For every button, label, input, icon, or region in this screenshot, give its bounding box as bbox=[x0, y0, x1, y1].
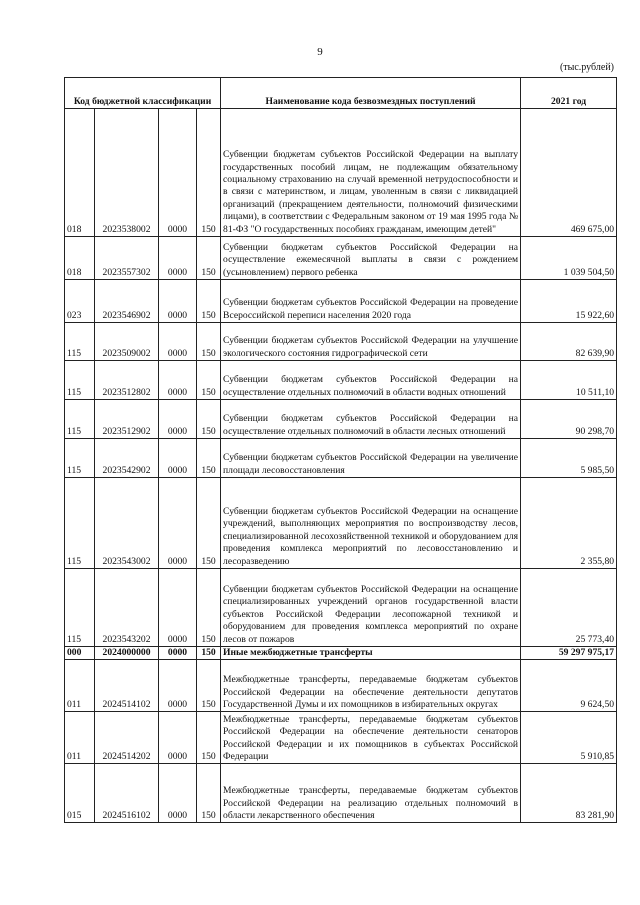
table-row bbox=[65, 764, 617, 823]
amount-2021: 82 639,90 bbox=[521, 323, 617, 361]
admin-code: 023 bbox=[65, 280, 95, 323]
amount-2021: 15 922,60 bbox=[521, 280, 617, 323]
page-number: 9 bbox=[317, 46, 323, 58]
revenue-name: Субвенции бюджетам субъектов Российской Федерации на улучшение экологического состояния гидрографической сети bbox=[221, 323, 521, 361]
revenue-name: Субвенции бюджетам субъектов Российской Федерации на осуществление отдельных полномочий в области лесных отношений bbox=[221, 400, 521, 439]
kind-code: 150 bbox=[197, 764, 221, 823]
admin-code: 115 bbox=[65, 439, 95, 478]
table-row bbox=[65, 109, 617, 237]
admin-code: 115 bbox=[65, 569, 95, 647]
classification-code: 2023542902 bbox=[95, 439, 159, 478]
table-row bbox=[65, 237, 617, 280]
header-code: Код бюджетной классификации bbox=[65, 78, 221, 109]
kind-code: 150 bbox=[197, 109, 221, 237]
amount-2021: 5 985,50 bbox=[521, 439, 617, 478]
classification-code: 2024000000 bbox=[95, 647, 159, 660]
table-row-total bbox=[65, 647, 617, 660]
table-row bbox=[65, 569, 617, 647]
kind-code: 150 bbox=[197, 361, 221, 400]
table-row bbox=[65, 712, 617, 764]
kind-code: 150 bbox=[197, 569, 221, 647]
amount-2021: 25 773,40 bbox=[521, 569, 617, 647]
kind-code: 150 bbox=[197, 323, 221, 361]
classification-code: 2023546902 bbox=[95, 280, 159, 323]
program-code: 0000 bbox=[159, 478, 197, 569]
classification-code: 2024516102 bbox=[95, 764, 159, 823]
classification-code: 2023543002 bbox=[95, 478, 159, 569]
classification-code: 2024514102 bbox=[95, 660, 159, 712]
amount-2021: 9 624,50 bbox=[521, 660, 617, 712]
revenue-name: Межбюджетные трансферты, передаваемые бюджетам субъектов Российской Федерации на обеспечение деятельности сенаторов Российской Федерации и их помощников в субъектах Российской Федерации bbox=[221, 712, 521, 764]
kind-code: 150 bbox=[197, 647, 221, 660]
budget-table bbox=[64, 77, 617, 823]
units-label: (тыс.рублей) bbox=[559, 62, 614, 73]
kind-code: 150 bbox=[197, 712, 221, 764]
classification-code: 2023509002 bbox=[95, 323, 159, 361]
admin-code: 011 bbox=[65, 712, 95, 764]
revenue-name: Субвенции бюджетам субъектов Российской Федерации на оснащение специализированных учреждений органов государственной власти субъектов Российской Федерации лесопожарной техникой и оборудованием для проведения комплекса мероприятий по охране лесов от пожаров bbox=[221, 569, 521, 647]
program-code: 0000 bbox=[159, 647, 197, 660]
classification-code: 2023557302 bbox=[95, 237, 159, 280]
program-code: 0000 bbox=[159, 109, 197, 237]
table-row bbox=[65, 323, 617, 361]
table-row bbox=[65, 478, 617, 569]
revenue-name: Субвенции бюджетам субъектов Российской Федерации на осуществление ежемесячной выплаты в связи с рождением (усыновлением) первого ребенка bbox=[221, 237, 521, 280]
header-year: 2021 год bbox=[521, 78, 617, 109]
amount-2021: 469 675,00 bbox=[521, 109, 617, 237]
amount-2021: 90 298,70 bbox=[521, 400, 617, 439]
program-code: 0000 bbox=[159, 764, 197, 823]
kind-code: 150 bbox=[197, 400, 221, 439]
program-code: 0000 bbox=[159, 323, 197, 361]
amount-2021: 2 355,80 bbox=[521, 478, 617, 569]
classification-code: 2023512902 bbox=[95, 400, 159, 439]
program-code: 0000 bbox=[159, 712, 197, 764]
admin-code: 015 bbox=[65, 764, 95, 823]
program-code: 0000 bbox=[159, 569, 197, 647]
program-code: 0000 bbox=[159, 361, 197, 400]
kind-code: 150 bbox=[197, 478, 221, 569]
kind-code: 150 bbox=[197, 237, 221, 280]
table-row bbox=[65, 361, 617, 400]
amount-2021: 5 910,85 bbox=[521, 712, 617, 764]
program-code: 0000 bbox=[159, 280, 197, 323]
amount-2021: 10 511,10 bbox=[521, 361, 617, 400]
kind-code: 150 bbox=[197, 439, 221, 478]
kind-code: 150 bbox=[197, 660, 221, 712]
amount-2021: 83 281,90 bbox=[521, 764, 617, 823]
admin-code: 000 bbox=[65, 647, 95, 660]
revenue-name: Межбюджетные трансферты, передаваемые бюджетам субъектов Российской Федерации на обеспечение деятельности депутатов Государственной Думы и их помощников в избирательных округах bbox=[221, 660, 521, 712]
classification-code: 2024514202 bbox=[95, 712, 159, 764]
revenue-name: Субвенции бюджетам субъектов Российской Федерации на оснащение учреждений, выполняющих мероприятия по воспроизводству лесов, специализированной лесохозяйственной техникой и оборудованием для проведения комплекса мероприятий по лесовосстановлению и лесоразведению bbox=[221, 478, 521, 569]
table-body bbox=[65, 109, 617, 823]
revenue-name: Иные межбюджетные трансферты bbox=[221, 647, 521, 660]
admin-code: 011 bbox=[65, 660, 95, 712]
revenue-name: Субвенции бюджетам субъектов Российской Федерации на осуществление отдельных полномочий в области водных отношений bbox=[221, 361, 521, 400]
admin-code: 115 bbox=[65, 361, 95, 400]
program-code: 0000 bbox=[159, 660, 197, 712]
revenue-name: Межбюджетные трансферты, передаваемые бюджетам субъектов Российской Федерации на реализацию отдельных полномочий в области лекарственного обеспечения bbox=[221, 764, 521, 823]
kind-code: 150 bbox=[197, 280, 221, 323]
revenue-name: Субвенции бюджетам субъектов Российской Федерации на выплату государственных пособий лицам, не подлежащим обязательному социальному страхованию на случай временной нетрудоспособности и в связи с материнством, и лицам, уволенным в связи с ликвидацией организаций (прекращением деятельности, полномочий физическими лицами), в соответствии с Федеральным законом от 19 мая 1995 года № 81-ФЗ "О государственных пособиях гражданам, имеющим детей" bbox=[221, 109, 521, 237]
revenue-name: Субвенции бюджетам субъектов Российской Федерации на проведение Всероссийской переписи населения 2020 года bbox=[221, 280, 521, 323]
program-code: 0000 bbox=[159, 400, 197, 439]
program-code: 0000 bbox=[159, 237, 197, 280]
admin-code: 115 bbox=[65, 400, 95, 439]
classification-code: 2023538002 bbox=[95, 109, 159, 237]
amount-2021: 59 297 975,17 bbox=[521, 647, 617, 660]
amount-2021: 1 039 504,50 bbox=[521, 237, 617, 280]
table-row bbox=[65, 280, 617, 323]
table-row bbox=[65, 400, 617, 439]
classification-code: 2023543202 bbox=[95, 569, 159, 647]
table-row bbox=[65, 660, 617, 712]
classification-code: 2023512802 bbox=[95, 361, 159, 400]
admin-code: 018 bbox=[65, 237, 95, 280]
table-row bbox=[65, 439, 617, 478]
admin-code: 115 bbox=[65, 323, 95, 361]
admin-code: 018 bbox=[65, 109, 95, 237]
header-name: Наименование кода безвозмездных поступлений bbox=[221, 78, 521, 109]
revenue-name: Субвенции бюджетам субъектов Российской Федерации на увеличение площади лесовосстановления bbox=[221, 439, 521, 478]
admin-code: 115 bbox=[65, 478, 95, 569]
table-header-row bbox=[65, 78, 617, 109]
program-code: 0000 bbox=[159, 439, 197, 478]
